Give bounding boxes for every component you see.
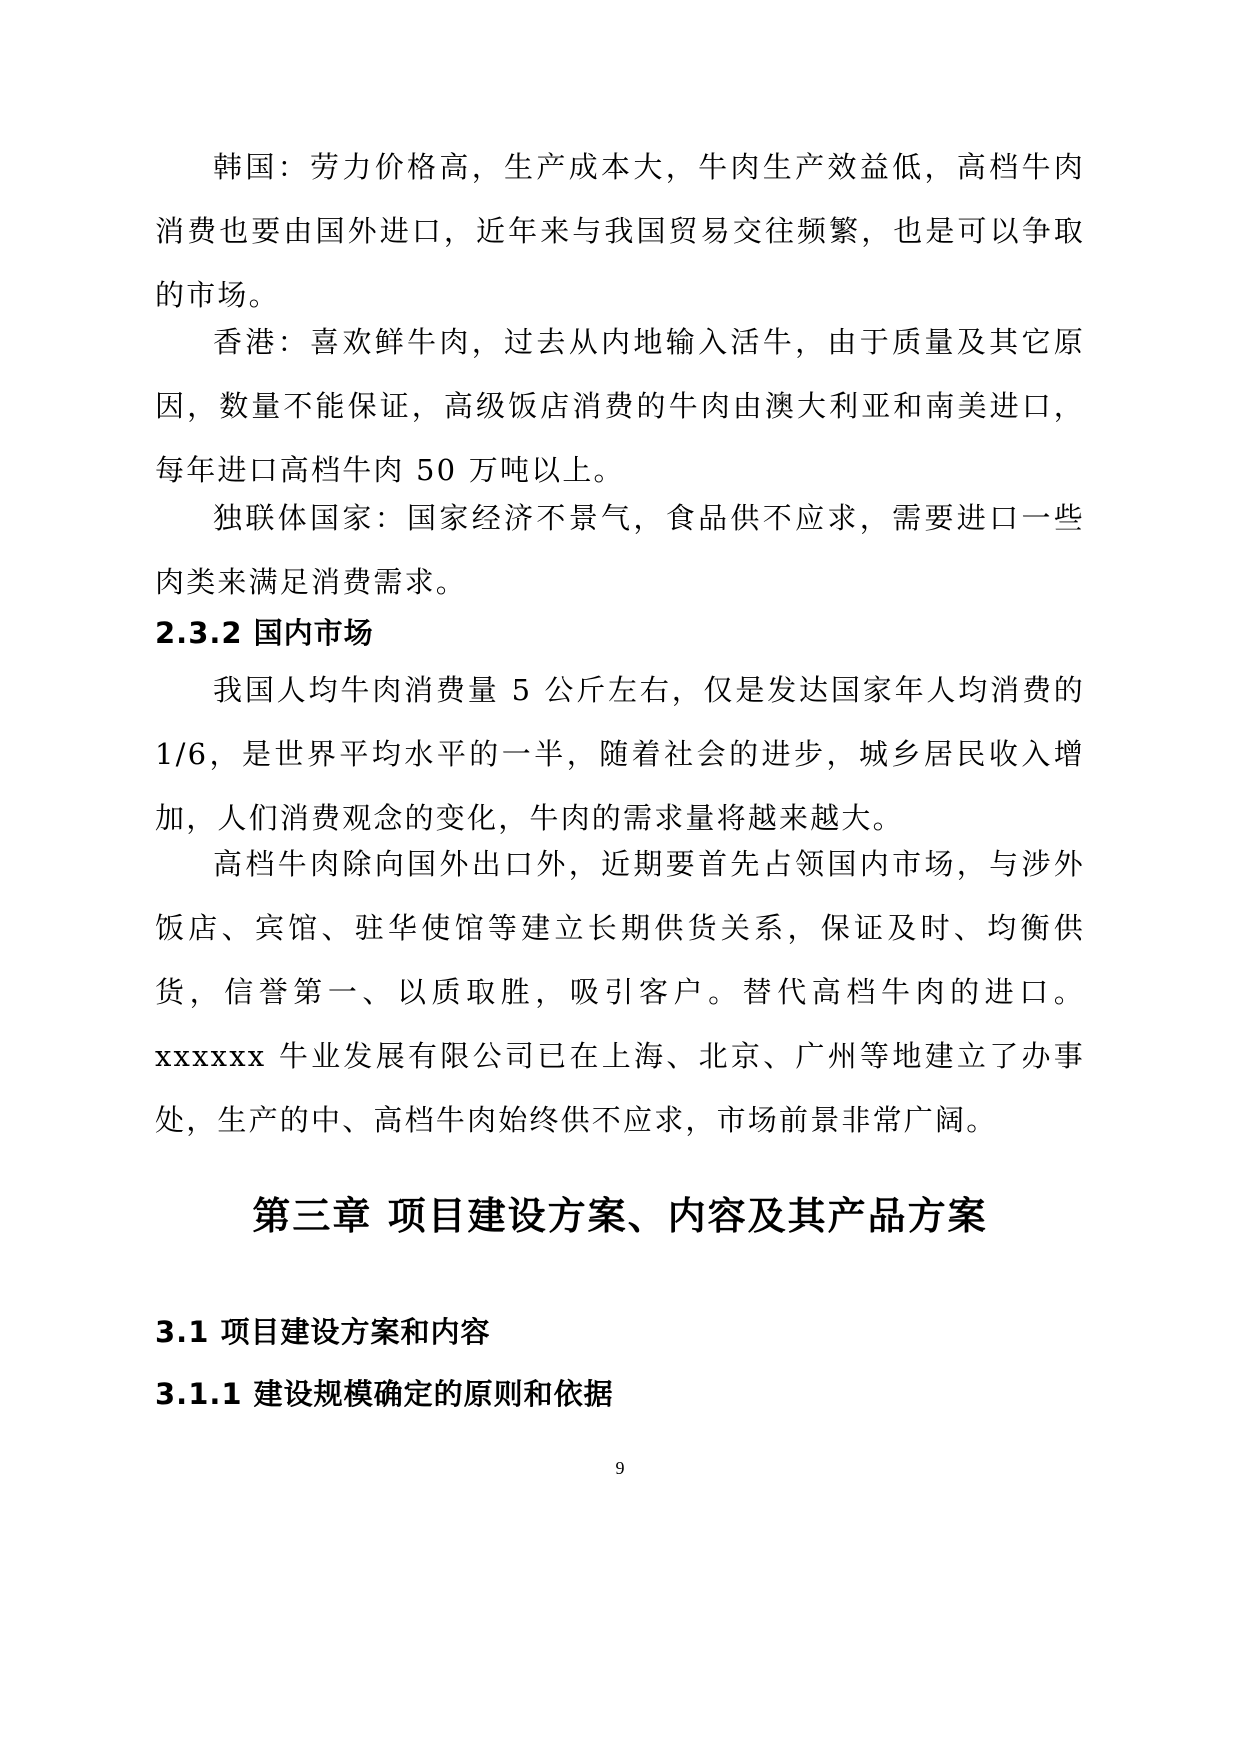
heading-section-3-1-1: 3.1.1 建设规模确定的原则和依据 <box>155 1377 614 1411</box>
heading-domestic-market: 2.3.2 国内市场 <box>155 616 374 650</box>
paragraph-cis-market: 独联体国家：国家经济不景气，食品供不应求，需要进口一些肉类来满足消费需求。 <box>155 501 1085 599</box>
paragraph-korea-market: 韩国：劳力价格高，生产成本大，牛肉生产效益低，高档牛肉消费也要由国外进口，近年来与我国贸易交往频繁，也是可以争取的市场。 <box>155 150 1085 312</box>
paragraph-high-grade-beef: 高档牛肉除向国外出口外，近期要首先占领国内市场，与涉外饭店、宾馆、驻华使馆等建立长期供货关系，保证及时、均衡供货，信誉第一、以质取胜，吸引客户。替代高档牛肉的进口。xxxxxx 牛业发展有限公司已在上海、北京、广州等地建立了办事处，生产的中、高档牛肉始终供不应求，市场前景非常广阔。 <box>155 847 1085 1137</box>
paragraph-domestic-consumption: 我国人均牛肉消费量 5 公斤左右，仅是发达国家年人均消费的 1/6，是世界平均水平的一半，随着社会的进步，城乡居民收入增加，人们消费观念的变化，牛肉的需求量将越来越大。 <box>155 673 1085 835</box>
chapter-title: 第三章 项目建设方案、内容及其产品方案 <box>252 1194 988 1238</box>
heading-section-3-1: 3.1 项目建设方案和内容 <box>155 1315 491 1349</box>
paragraph-hongkong-market: 香港：喜欢鲜牛肉，过去从内地输入活牛，由于质量及其它原因，数量不能保证，高级饭店消费的牛肉由澳大利亚和南美进口，每年进口高档牛肉 50 万吨以上。 <box>155 325 1085 487</box>
document-page <box>155 0 1085 1754</box>
page-number: 9 <box>615 1458 625 1478</box>
